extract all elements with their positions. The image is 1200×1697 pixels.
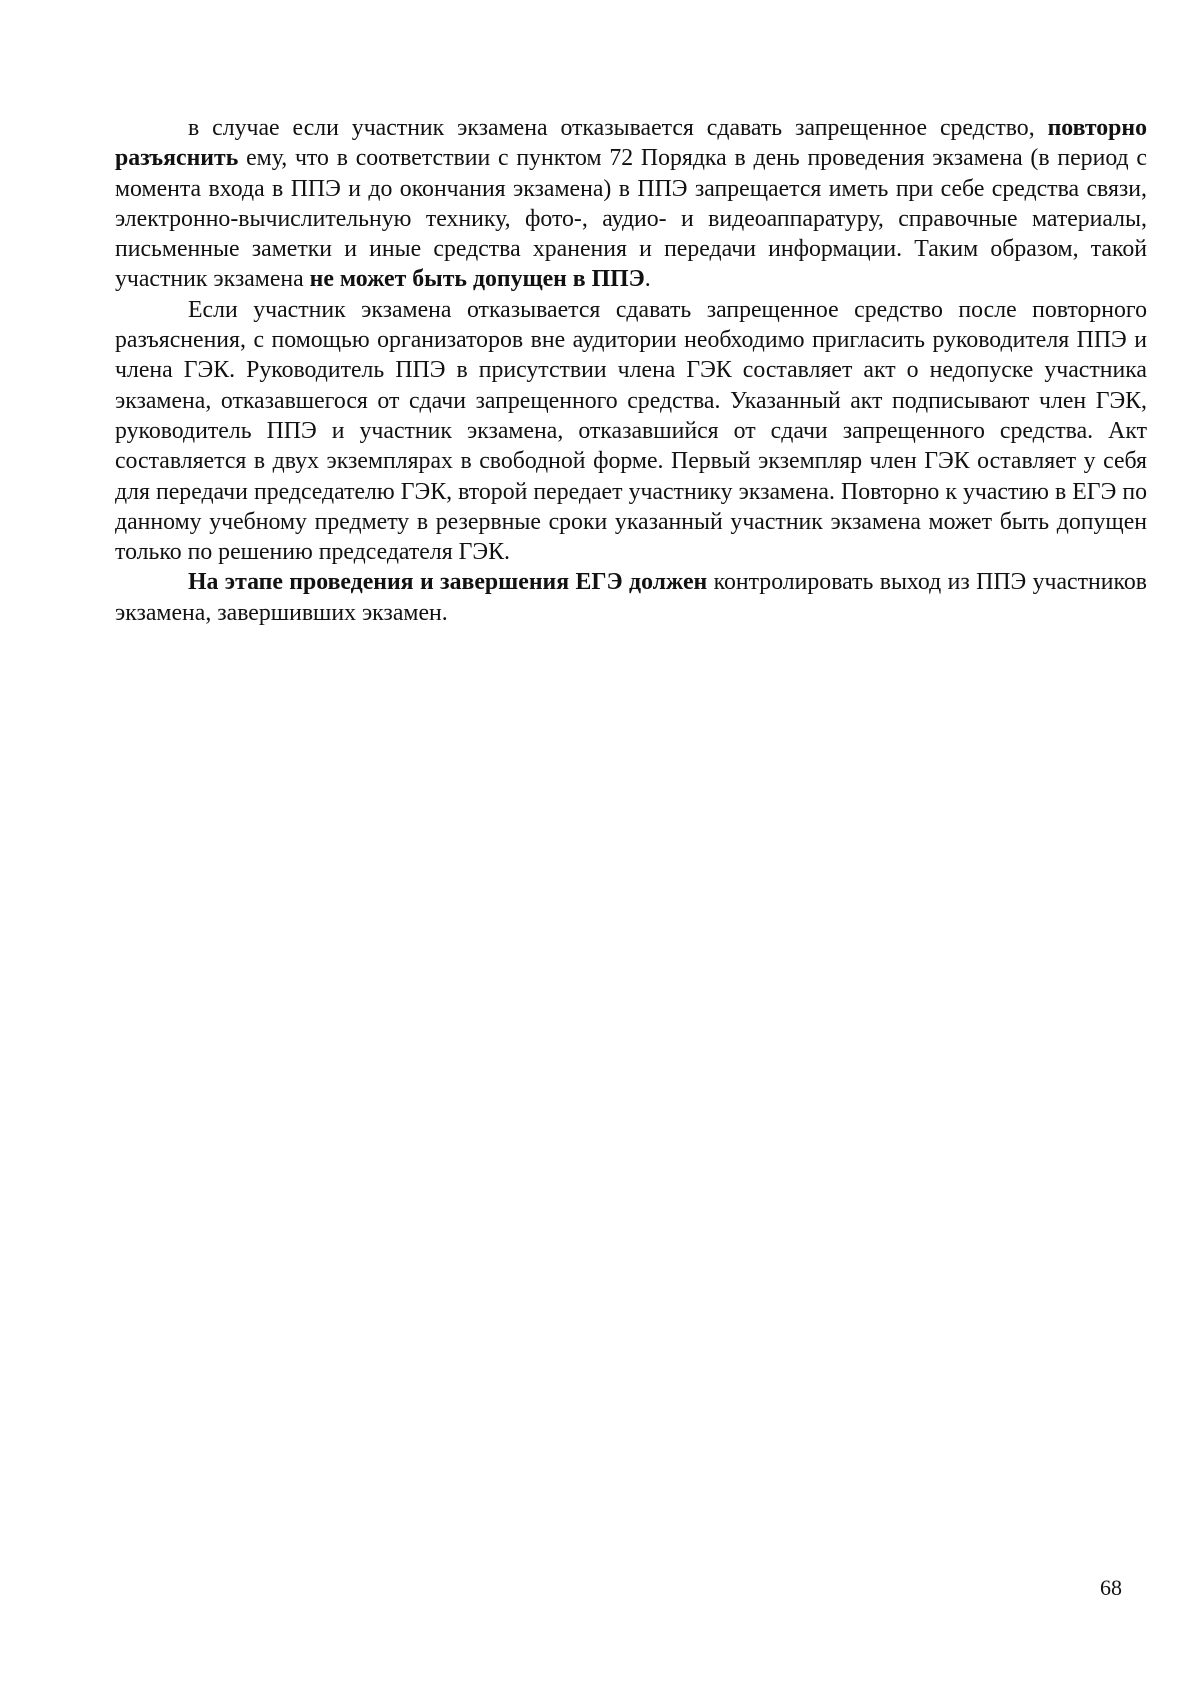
paragraph-text: . [644,266,651,293]
paragraph-text: контролировать выход из ППЭ участников экзамена, завершивших экзамен. [115,569,1147,626]
paragraph-text: Если участник экзамена отказывается сдавать запрещенное средство после повторного разъяснения, с помощью организаторов вне аудитории необходимо пригласить руководителя ППЭ и члена ГЭК. Руководитель ППЭ в присутствии члена ГЭК составляет акт о недопуске участника экзамена, отказавшегося от сдачи запрещенного средства. Указанный акт подписывают член ГЭК, руководитель ППЭ и участник экзамена, отказавшийся от сдачи запрещенного средства. Акт составляется в двух экземплярах в свободной форме. Первый экземпляр член ГЭК оставляет у себя для передачи председателю ГЭК, второй передает участнику экзамена. Повторно к участию в ЕГЭ по данному учебному предмету в резервные сроки указанный участник экзамена может быть допущен только по решению председателя ГЭК. [115,296,1147,566]
document-body [115,113,1147,628]
bold-text: повторно разъяснить [115,115,1147,172]
paragraph-text: в случае если участник экзамена отказывается сдавать запрещенное средство, [188,115,1048,141]
paragraph [115,567,1147,628]
paragraph [115,113,1147,295]
bold-text: не может быть допущен в ППЭ [309,266,645,293]
page-number: 68 [1100,1575,1122,1600]
paragraph [115,295,1147,568]
bold-text: На этапе проведения и завершения ЕГЭ должен [188,569,708,596]
paragraph-text: ему, что в соответствии с пунктом 72 Порядка в день проведения экзамена (в период с момента входа в ППЭ и до окончания экзамена) в ППЭ запрещается иметь при себе средства связи, электронно-вычислительную технику, фото-, аудио- и видеоаппаратуру, справочные материалы, письменные заметки и иные средства хранения и передачи информации. Таким образом, такой участник экзамена [115,145,1147,293]
